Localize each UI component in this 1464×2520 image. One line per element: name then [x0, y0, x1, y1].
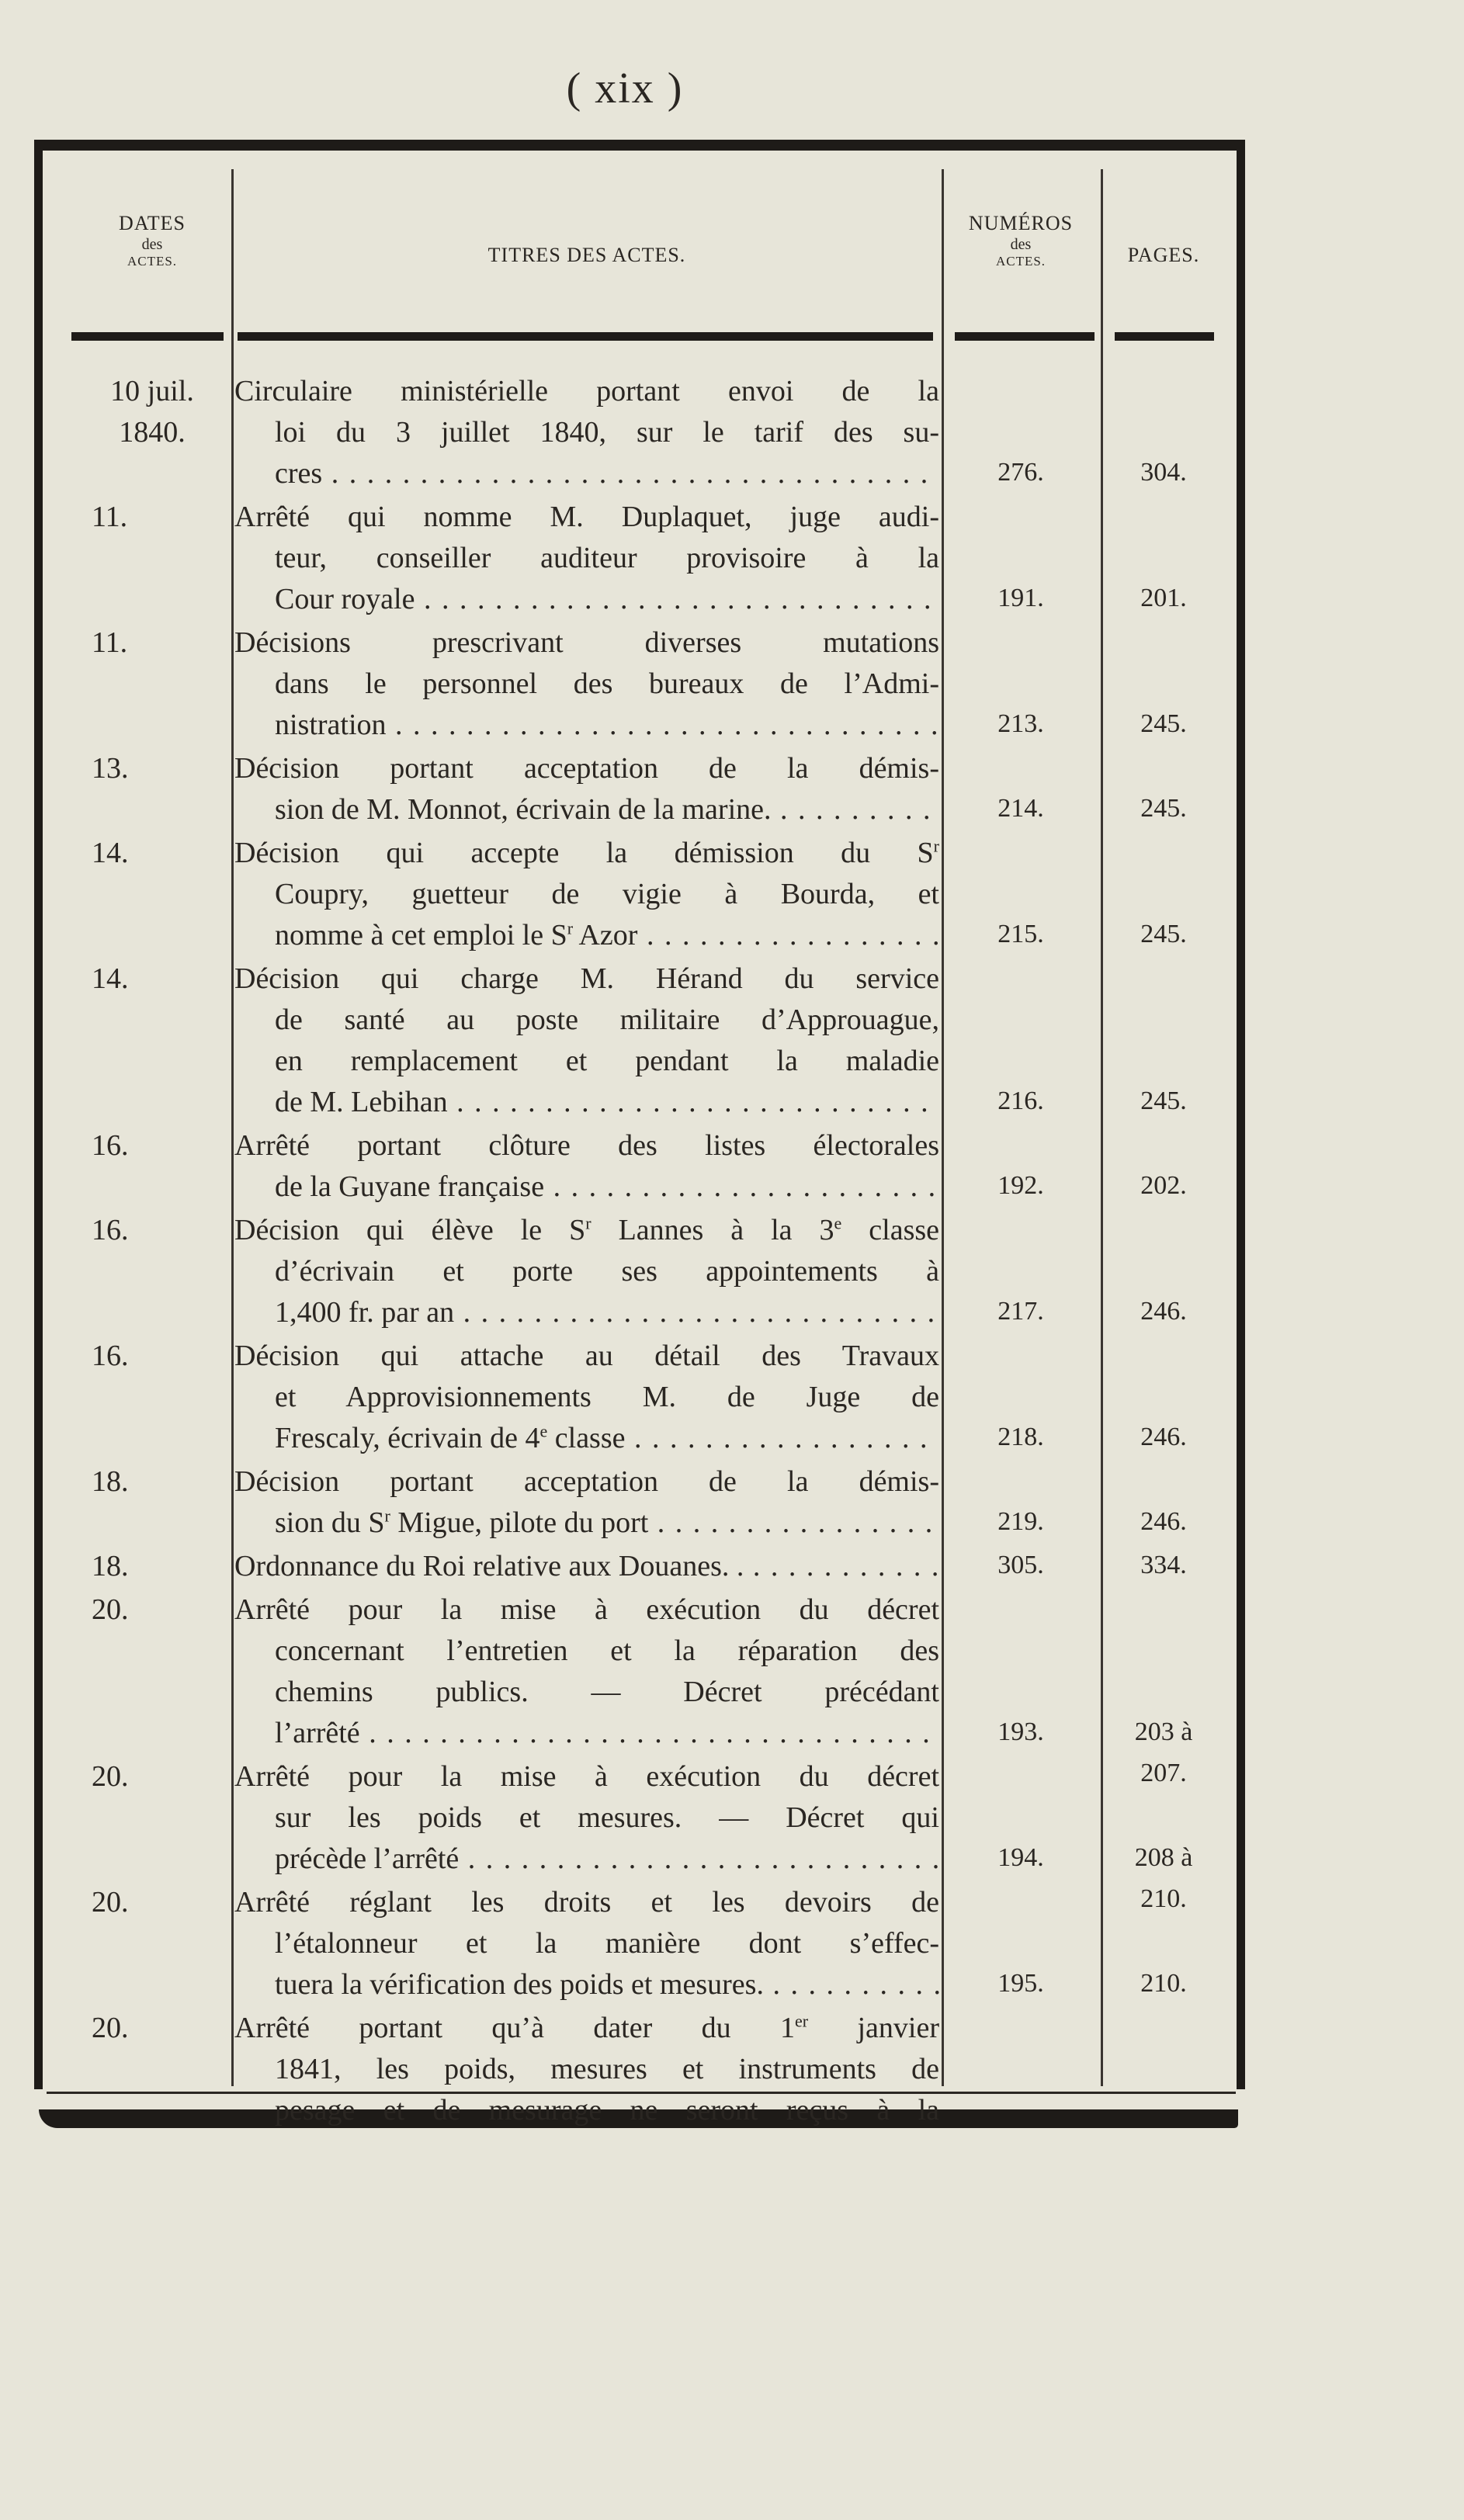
act-date-line: 14.	[92, 962, 129, 995]
act-title-line: Arrêté qui nomme M. Duplaquet, juge audi-	[234, 501, 939, 533]
act-title-line: concernant l’entretien et la réparation des	[275, 1634, 939, 1667]
table-row	[0, 1461, 1464, 1544]
header-numeros: NUMÉROS des ACTES.	[968, 212, 1074, 269]
header-rule-dates	[71, 332, 224, 341]
act-title-line: Arrêté portant clôture des listes électorales	[234, 1129, 939, 1162]
table-row	[0, 1125, 1464, 1208]
act-page-line: 245.	[1140, 794, 1187, 823]
header-pages: PAGES.	[1127, 244, 1200, 266]
act-page-line: 208 à	[1134, 1843, 1193, 1872]
act-page-line: 207.	[1140, 1759, 1187, 1787]
act-title-line: pesage et de mesurage ne seront reçus à la	[275, 2094, 939, 2127]
act-title-line: Coupry, guetteur de vigie à Bourda, et	[275, 878, 939, 910]
act-number: 192.	[997, 1171, 1044, 1200]
act-date-line: 10 juil.	[110, 375, 194, 407]
act-title-line: loi du 3 juillet 1840, sur le tarif des su-	[275, 416, 939, 449]
act-date-line: 14.	[92, 837, 129, 869]
act-title	[234, 1336, 939, 1459]
act-title-line: précède l’arrêté . . .	[234, 1839, 939, 1880]
act-title-line: Décision qui accepte la démission du $S^r$	[234, 836, 939, 869]
act-title-line: Ordonnance du Roi relative aux Douanes. . . . .	[234, 1546, 939, 1587]
act-title-line: en remplacement et pendant la maladie	[275, 1045, 939, 1077]
table-row	[0, 1882, 1464, 2005]
act-title-line: de M. Lebihan . . .	[234, 1082, 939, 1123]
act-title-line: et Approvisionnements M. de Juge de	[275, 1381, 939, 1413]
act-date-line: 20.	[92, 2012, 129, 2044]
table-row	[0, 2008, 1464, 2131]
act-number: 218.	[997, 1423, 1044, 1451]
act-page-line: 245.	[1140, 709, 1187, 738]
act-date-line: 16.	[92, 1340, 129, 1372]
act-title-line: Décisions prescrivant diverses mutations	[234, 626, 939, 659]
act-title-line: l’arrêté . . .	[234, 1713, 939, 1754]
act-page-line: 210.	[1140, 1884, 1187, 1913]
act-number: 195.	[997, 1969, 1044, 1998]
act-title-line: tuera la vérification des poids et mesures. . . .	[234, 1964, 939, 2005]
act-title-line: l’étalonneur et la manière dont s’effec-	[275, 1927, 939, 1960]
act-title-line: de santé au poste militaire d’Approuague,	[275, 1003, 939, 1036]
act-number: 219.	[997, 1507, 1044, 1536]
act-title-line: cres . . .	[234, 453, 939, 494]
act-title	[234, 1589, 939, 1754]
act-title-line: Décision qui élève le $S^r$ Lannes à la 3e classe	[234, 1213, 939, 1246]
act-title-line: Circulaire ministérielle portant envoi de la	[234, 375, 939, 407]
act-title-line: Frescaly, écrivain de 4e classe . . .	[234, 1418, 939, 1459]
act-date-line: 11.	[92, 501, 128, 533]
act-page-line: 202.	[1140, 1171, 1187, 1200]
table-row	[0, 1546, 1464, 1587]
act-title	[234, 1125, 939, 1208]
table-row	[0, 371, 1464, 494]
table-row	[0, 1210, 1464, 1333]
header-dates: DATES des ACTES.	[119, 212, 186, 269]
act-page-line: 201.	[1140, 584, 1187, 612]
header-rule-pages	[1115, 332, 1214, 341]
act-date-line: 20.	[92, 1886, 129, 1919]
act-title-line: dans le personnel des bureaux de l’Admi-	[275, 667, 939, 700]
act-title-line: Arrêté réglant les droits et les devoirs de	[234, 1886, 939, 1919]
act-title-line: Arrêté pour la mise à exécution du décret	[234, 1760, 939, 1793]
act-title-line: nistration . . .	[234, 705, 939, 746]
act-title	[234, 958, 939, 1123]
act-page-line: 246.	[1140, 1423, 1187, 1451]
act-date-line: 1840.	[119, 416, 186, 449]
act-title-line: sion de M. Monnot, écrivain de la marine. . . .	[234, 789, 939, 830]
act-number: 215.	[997, 920, 1044, 948]
act-title-line: Arrêté portant qu’à dater du 1er janvier	[234, 2011, 939, 2044]
table-row	[0, 497, 1464, 620]
act-number: 213.	[997, 709, 1044, 738]
act-title-line: Arrêté pour la mise à exécution du décret	[234, 1593, 939, 1626]
act-date-line: 11.	[92, 626, 128, 659]
act-number: 305.	[997, 1551, 1044, 1579]
act-title	[234, 371, 939, 494]
header-rule-titres	[238, 332, 933, 341]
act-page-line: 245.	[1140, 920, 1187, 948]
act-page-line: 246.	[1140, 1507, 1187, 1536]
act-date-line: 20.	[92, 1593, 129, 1626]
act-number: 217.	[997, 1297, 1044, 1326]
act-title	[234, 748, 939, 830]
act-date-line: 18.	[92, 1465, 129, 1498]
act-title-line: sur les poids et mesures. — Décret qui	[275, 1801, 939, 1834]
header-titres: TITRES DES ACTES.	[487, 244, 686, 266]
act-number: 276.	[997, 458, 1044, 487]
act-date-line: 16.	[92, 1129, 129, 1162]
act-page-line: 203 à	[1134, 1718, 1193, 1746]
header-rule-numeros	[955, 332, 1095, 341]
act-title-line: d’écrivain et porte ses appointements à	[275, 1255, 939, 1288]
act-title-line: teur, conseiller auditeur provisoire à la	[275, 542, 939, 574]
act-title	[234, 497, 939, 620]
act-number: 193.	[997, 1718, 1044, 1746]
act-number: 194.	[997, 1843, 1044, 1872]
act-title-line: chemins publics. — Décret précédant	[275, 1676, 939, 1708]
act-title	[234, 1882, 939, 2005]
act-title	[234, 1210, 939, 1333]
act-page-line: 304.	[1140, 458, 1187, 487]
act-page-line: 210.	[1140, 1969, 1187, 1998]
act-page-line: 334.	[1140, 1551, 1187, 1579]
act-title	[234, 833, 939, 956]
act-title	[234, 1546, 939, 1587]
act-title-line: nomme à cet emploi le $S^r$ Azor . . .	[234, 915, 939, 956]
act-title-line: de la Guyane française . . .	[234, 1166, 939, 1208]
act-title-line: 1,400 fr. par an . . .	[234, 1292, 939, 1333]
page-number: ( xix )	[566, 64, 684, 113]
table-row	[0, 833, 1464, 956]
act-page-line: 246.	[1140, 1297, 1187, 1326]
act-title-line: Cour royale . . .	[234, 579, 939, 620]
act-date-line: 18.	[92, 1550, 129, 1582]
act-number: 216.	[997, 1087, 1044, 1115]
table-row	[0, 748, 1464, 830]
act-title-line: Décision qui attache au détail des Travaux	[234, 1340, 939, 1372]
act-number: 191.	[997, 584, 1044, 612]
act-date-line: 20.	[92, 1760, 129, 1793]
act-title-line: 1841, les poids, mesures et instruments de	[275, 2053, 939, 2085]
act-title	[234, 2008, 939, 2131]
act-title	[234, 1461, 939, 1544]
table-row	[0, 1589, 1464, 1787]
table-row	[0, 1336, 1464, 1459]
act-number: 214.	[997, 794, 1044, 823]
act-title	[234, 1756, 939, 1880]
act-title	[234, 622, 939, 746]
act-title-line: Décision portant acceptation de la démis-	[234, 752, 939, 785]
act-title-line: Décision portant acceptation de la démis-	[234, 1465, 939, 1498]
act-title-line: sion du $S^r$ Migue, pilote du port . . .	[234, 1503, 939, 1544]
act-page-line: 245.	[1140, 1087, 1187, 1115]
table-row	[0, 958, 1464, 1123]
act-date-line: 16.	[92, 1214, 129, 1246]
act-title-line: Décision qui charge M. Hérand du service	[234, 962, 939, 995]
table-row	[0, 622, 1464, 746]
act-date-line: 13.	[92, 752, 129, 785]
